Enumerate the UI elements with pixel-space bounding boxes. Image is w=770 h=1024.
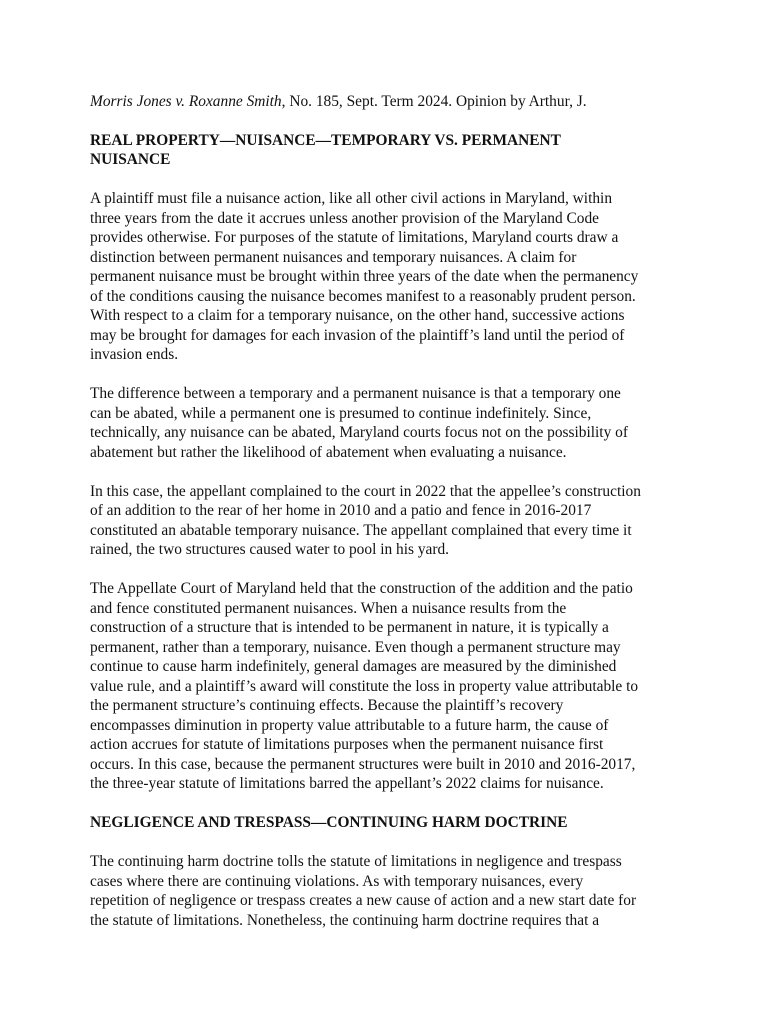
heading-line: NEGLIGENCE AND TRESPASS—CONTINUING HARM DOCTRINE	[90, 814, 568, 831]
paragraph-line: rained, the two structures caused water to pool in his yard.	[90, 541, 450, 558]
paragraph	[90, 189, 682, 365]
paragraph-line: abatement but rather the likelihood of abatement when evaluating a nuisance.	[90, 443, 567, 461]
paragraph-line: continue to cause harm indefinitely, general damages are measured by the diminished	[90, 658, 617, 675]
paragraph-line: may be brought for damages for each invasion of the plaintiff’s land until the period of	[90, 326, 625, 344]
heading-line: NUISANCE	[90, 151, 171, 168]
paragraph-line: constituted an abatable temporary nuisance. The appellant complained that every time it	[90, 521, 632, 539]
paragraph-line: permanent nuisance must be brought within three years of the date when the permanency	[90, 268, 639, 285]
paragraph-line: The Appellate Court of Maryland held that the construction of the addition and the patio	[90, 580, 633, 597]
paragraph-line: can be abated, while a permanent one is presumed to continue indefinitely. Since,	[90, 404, 592, 422]
paragraph	[90, 482, 682, 560]
paragraph-line: With respect to a claim for a temporary nuisance, on the other hand, successive actions	[90, 307, 625, 324]
paragraph-line: construction of a structure that is intended to be permanent in nature, it is typically a	[90, 619, 609, 636]
document-page	[90, 92, 682, 950]
paragraph-line: encompasses diminution in property value attributable to a future harm, the cause of	[90, 716, 609, 734]
paragraph-line: In this case, the appellant complained to the court in 2022 that the appellee’s construction	[90, 482, 641, 500]
paragraph-line: The difference between a temporary and a permanent nuisance is that a temporary one	[90, 385, 621, 402]
paragraph-line: The continuing harm doctrine tolls the statute of limitations in negligence and trespass	[90, 853, 622, 870]
paragraph-line: provides otherwise. For purposes of the statute of limitations, Maryland courts draw a	[90, 229, 619, 246]
paragraph-line: permanent, rather than a temporary, nuisance. Even though a permanent structure may	[90, 638, 621, 656]
paragraph-line: the statute of limitations. Nonetheless, the continuing harm doctrine requires that a	[90, 911, 600, 929]
paragraph-line: value rule, and a plaintiff’s award will constitute the loss in property value attributable to	[90, 677, 639, 695]
heading-line: REAL PROPERTY—NUISANCE—TEMPORARY VS. PERMANENT	[90, 131, 561, 149]
paragraph-line: invasion ends.	[90, 346, 179, 363]
case-name: Morris Jones v. Roxanne Smith	[90, 93, 282, 110]
paragraph	[90, 852, 682, 930]
paragraph-line: distinction between permanent nuisances and temporary nuisances. A claim for	[90, 248, 577, 266]
paragraph-line: the permanent structure’s continuing effects. Because the plaintiff’s recovery	[90, 697, 564, 714]
section-heading	[90, 131, 682, 170]
paragraph-line: occurs. In this case, because the permanent structures were built in 2010 and 2016-2017,	[90, 755, 636, 773]
paragraph-line: and fence constituted permanent nuisances. When a nuisance results from the	[90, 599, 567, 617]
paragraph-line: A plaintiff must file a nuisance action, like all other civil actions in Maryland, within	[90, 190, 613, 207]
paragraph-line: technically, any nuisance can be abated, Maryland courts focus not on the possibility of	[90, 424, 628, 441]
section-heading	[90, 813, 682, 833]
paragraph-line: the three-year statute of limitations barred the appellant’s 2022 claims for nuisance.	[90, 775, 604, 792]
paragraph-line: of an addition to the rear of her home in 2010 and a patio and fence in 2016-2017	[90, 502, 592, 519]
paragraph-line: action accrues for statute of limitations purposes when the permanent nuisance first	[90, 736, 604, 753]
paragraph-line: cases where there are continuing violations. As with temporary nuisances, every	[90, 872, 584, 890]
paragraph-line: three years from the date it accrues unless another provision of the Maryland Code	[90, 209, 600, 227]
paragraph-line: repetition of negligence or trespass creates a new cause of action and a new start date for	[90, 892, 637, 909]
case-caption	[90, 92, 682, 112]
opinion-body	[90, 131, 682, 931]
paragraph-line: of the conditions causing the nuisance becomes manifest to a reasonably prudent person.	[90, 287, 636, 305]
paragraph	[90, 579, 682, 794]
paragraph	[90, 384, 682, 462]
case-citation: , No. 185, Sept. Term 2024. Opinion by Arthur, J.	[281, 93, 587, 110]
